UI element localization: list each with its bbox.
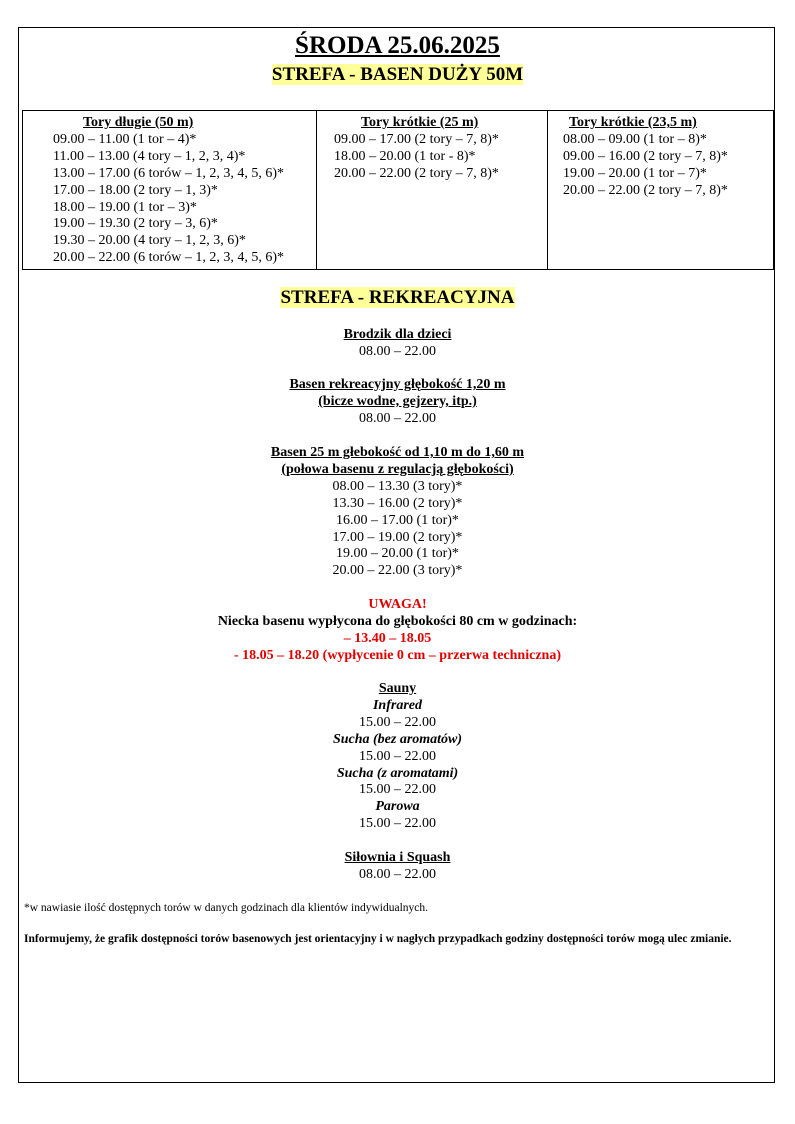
saunas-title: Sauny bbox=[378, 681, 417, 696]
sauna-hours: 15.00 – 22.00 bbox=[359, 816, 436, 832]
sauna-name: Sucha (bez aromatów) bbox=[332, 731, 463, 747]
schedule-row: 18.00 – 19.00 (1 tor – 3)* bbox=[53, 199, 197, 215]
schedule-row: 09.00 – 17.00 (2 tory – 7, 8)* bbox=[334, 131, 499, 147]
recreation-title-text: STREFA - REKREACYJNA bbox=[280, 287, 515, 308]
pool25-row: 13.30 – 16.00 (2 tory)* bbox=[332, 495, 463, 511]
schedule-row: 09.00 – 16.00 (2 tory – 7, 8)* bbox=[563, 148, 728, 164]
pool25-section bbox=[0, 445, 795, 580]
rec-pool-title: Basen rekreacyjny głębokość 1,20 m bbox=[289, 377, 506, 392]
warning-line-2: - 18.05 – 18.20 (wypłycenie 0 cm – przerwa techniczna) bbox=[234, 647, 561, 663]
column-heading: Tory długie (50 m) bbox=[83, 115, 194, 130]
schedule-row: 17.00 – 18.00 (2 tory – 1, 3)* bbox=[53, 182, 218, 198]
warning-title: UWAGA! bbox=[368, 597, 427, 612]
schedule-row: 19.00 – 20.00 (1 tor – 7)* bbox=[563, 165, 707, 181]
gym-title: Siłownia i Squash bbox=[344, 850, 451, 865]
pool25-row: 19.00 – 20.00 (1 tor)* bbox=[336, 546, 459, 562]
sauna-name: Parowa bbox=[375, 799, 420, 815]
schedule-row: 19.00 – 19.30 (2 tory – 3, 6)* bbox=[53, 216, 218, 232]
schedule-row: 20.00 – 22.00 (6 torów – 1, 2, 3, 4, 5, 6)* bbox=[53, 250, 284, 266]
sauna-hours: 15.00 – 22.00 bbox=[359, 748, 436, 764]
rec-pool-hours: 08.00 – 22.00 bbox=[359, 410, 436, 426]
warning-section bbox=[0, 597, 795, 665]
schedule-row: 09.00 – 11.00 (1 tor – 4)* bbox=[53, 131, 197, 147]
pool25-title: Basen 25 m głebokość od 1,10 m do 1,60 m bbox=[270, 445, 525, 460]
kids-pool-title: Brodzik dla dzieci bbox=[343, 327, 452, 342]
sauna-name: Infrared bbox=[372, 697, 422, 713]
schedule-row: 19.30 – 20.00 (4 tory – 1, 2, 3, 6)* bbox=[53, 233, 246, 249]
column-heading: Tory krótkie (23,5 m) bbox=[569, 115, 697, 130]
kids-pool-hours: 08.00 – 22.00 bbox=[359, 343, 436, 359]
short-lanes-23-column bbox=[548, 111, 773, 269]
schedule-row: 20.00 – 22.00 (2 tory – 7, 8)* bbox=[334, 165, 499, 181]
gym-section bbox=[0, 850, 795, 884]
schedule-row: 20.00 – 22.00 (2 tory – 7, 8)* bbox=[563, 182, 728, 198]
pool25-row: 17.00 – 19.00 (2 tory)* bbox=[332, 529, 463, 545]
column-heading: Tory krótkie (25 m) bbox=[361, 115, 479, 130]
schedule-row: 11.00 – 13.00 (4 tory – 1, 2, 3, 4)* bbox=[53, 148, 246, 164]
zone-title-text: STREFA - BASEN DUŻY 50M bbox=[271, 64, 524, 85]
warning-line-1: – 13.40 – 18.05 bbox=[343, 630, 432, 646]
long-lanes-column bbox=[23, 111, 317, 269]
sauna-name: Sucha (z aromatami) bbox=[336, 765, 459, 781]
sauna-hours: 15.00 – 22.00 bbox=[359, 782, 436, 798]
kids-pool-section bbox=[0, 327, 795, 361]
saunas-section bbox=[0, 681, 795, 833]
schedule-row: 08.00 – 09.00 (1 tor – 8)* bbox=[563, 131, 707, 147]
warning-text: Niecka basenu wypłycona do głębokości 80 cm w godzinach: bbox=[217, 613, 578, 629]
zone-title bbox=[0, 63, 795, 87]
gym-hours: 08.00 – 22.00 bbox=[359, 866, 436, 882]
schedule-row: 18.00 – 20.00 (1 tor - 8)* bbox=[334, 148, 476, 164]
info-note: Informujemy, że grafik dostępności torów basenowych jest orientacyjny i w nagłych przypadkach godziny dostępności torów mogą ulec zmianie. bbox=[24, 933, 732, 945]
sauna-hours: 15.00 – 22.00 bbox=[359, 714, 436, 730]
schedule-row: 13.00 – 17.00 (6 torów – 1, 2, 3, 4, 5, 6)* bbox=[53, 165, 284, 181]
rec-pool-subtitle: (bicze wodne, gejzery, itp.) bbox=[318, 393, 477, 409]
lane-schedule-table bbox=[22, 110, 774, 270]
pool25-row: 08.00 – 13.30 (3 tory)* bbox=[332, 478, 463, 494]
page-title: ŚRODA 25.06.2025 bbox=[295, 32, 500, 59]
rec-pool-section bbox=[0, 377, 795, 428]
footnote: *w nawiasie ilość dostępnych torów w danych godzinach dla klientów indywidualnych. bbox=[24, 902, 429, 914]
pool25-row: 16.00 – 17.00 (1 tor)* bbox=[336, 512, 459, 528]
pool25-row: 20.00 – 22.00 (3 tory)* bbox=[332, 563, 463, 579]
short-lanes-25-column bbox=[317, 111, 548, 269]
recreation-zone-title bbox=[0, 286, 795, 310]
pool25-subtitle: (połowa basenu z regulacją głębokości) bbox=[281, 461, 514, 477]
